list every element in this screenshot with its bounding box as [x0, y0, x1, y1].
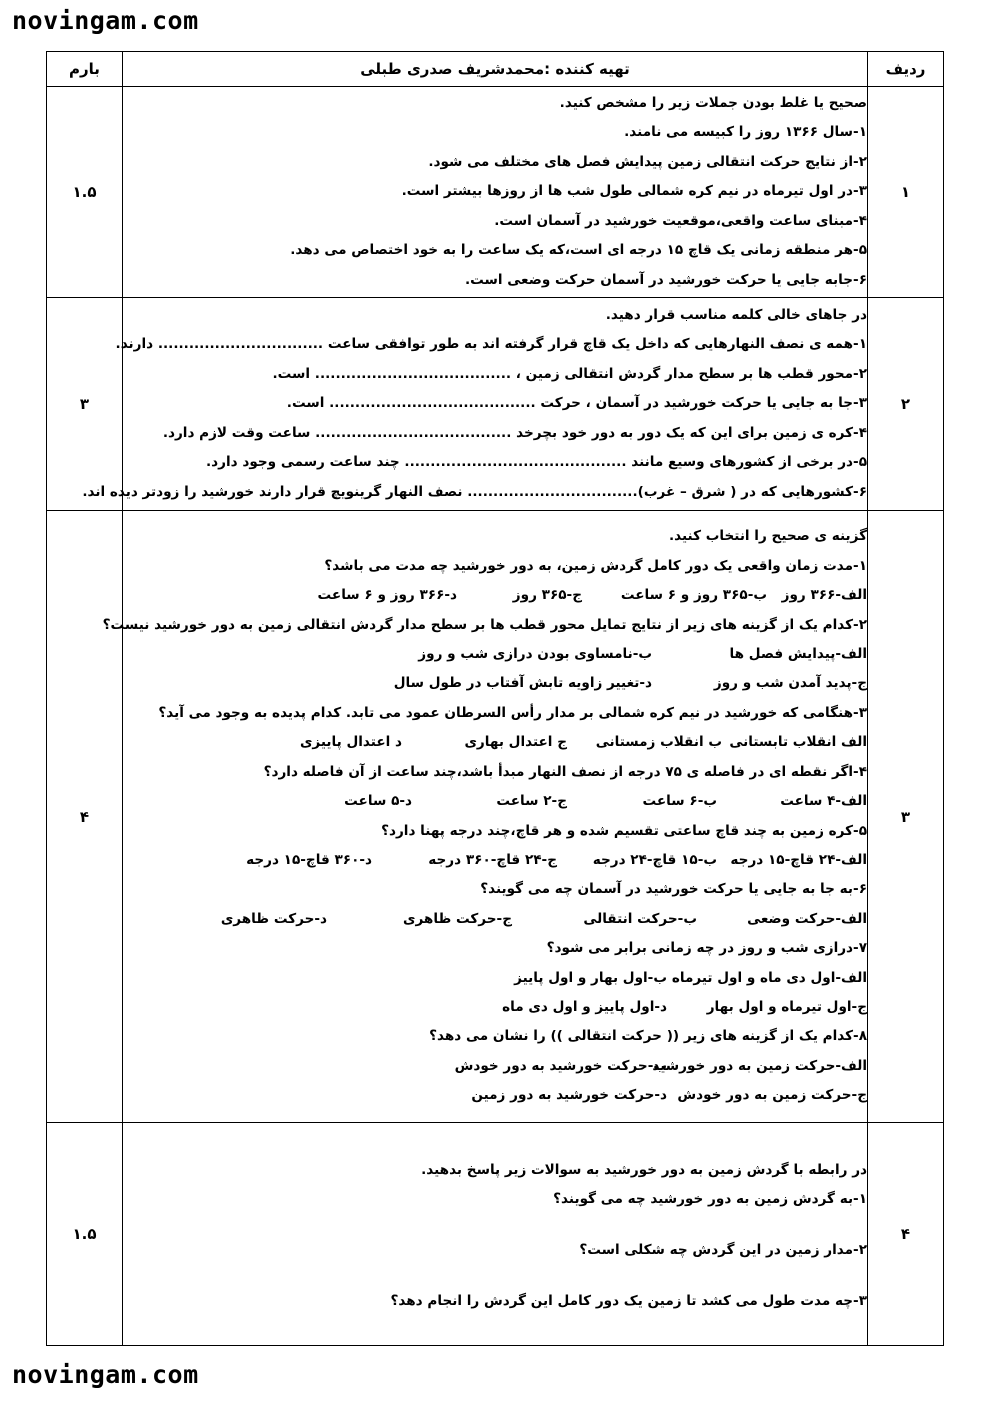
question-1-number: ۱ — [868, 87, 944, 298]
question-4-row — [47, 1123, 944, 1346]
question-2-row — [47, 298, 944, 511]
question-1-title: صحیح یا غلط بودن جملات زیر را مشخص کنید. — [559, 95, 867, 112]
question-2-item: ۱-همه ی نصف النهارهایی که داخل یک قاچ قرار گرفته اند به طور توافقی ساعت ................................ دارند. — [115, 336, 867, 353]
option: ج-۳۶۵ روز — [512, 587, 582, 604]
option: د-حرکت خورشید به دور زمین — [471, 1087, 667, 1104]
question-1-item: ۴-مبنای ساعت واقعی،موقعیت خورشید در آسمان است. — [494, 212, 867, 229]
question-2-content — [82, 298, 868, 511]
header-score: بارم — [47, 52, 123, 87]
option: ج-۲ ساعت — [496, 793, 567, 810]
option: د-۳۶۰ قاچ-۱۵ درجه — [246, 851, 372, 868]
option: ب-۳۶۵ روز و ۶ ساعت — [620, 587, 767, 604]
exam-table — [46, 51, 944, 1346]
question-1-item: ۶-جابه جایی یا حرکت خورشید در آسمان حرکت وضعی است. — [464, 271, 867, 288]
option: د-۳۶۶ روز و ۶ ساعت — [317, 587, 457, 604]
question-3-score: ۴ — [47, 511, 123, 1123]
question-3-4-text: ۴-اگر نقطه ای در فاصله ی ۷۵ درجه از نصف النهار مبدأ باشد،چند ساعت از آن فاصله دارد؟ — [263, 763, 867, 780]
option: الف انقلاب تابستانی — [729, 734, 867, 751]
question-3-1-text: ۱-مدت زمان واقعی یک دور کامل گردش زمین، به دور خورشید چه مدت می باشد؟ — [324, 557, 867, 574]
option: ب-۶ ساعت — [642, 793, 717, 810]
question-4-content — [123, 1123, 868, 1346]
header-row-number: ردیف — [868, 52, 944, 87]
question-3-5-text: ۵-کره زمین به چند قاچ ساعتی تقسیم شده و هر قاچ،چند درجه پهنا دارد؟ — [381, 822, 867, 839]
question-2-item: ۵-در برخی از کشورهای وسیع مانند ........................................... چند ساعت رسمی وجود دارد. — [206, 454, 867, 471]
question-3-2-text: ۲-کدام یک از گزینه های زیر از نتایج تمایل محور قطب ها بر سطح مدار گردش انتقالی زمین به دور خورشید نیست؟ — [102, 616, 867, 633]
option: الف-۳۶۶ روز — [781, 587, 867, 604]
option: د-اول پاییز و اول دی ماه — [502, 998, 667, 1015]
question-1-item: ۳-در اول تیرماه در نیم کره شمالی طول شب ها از روزها بیشتر است. — [401, 183, 867, 200]
option: الف-۴ ساعت — [780, 793, 867, 810]
question-4-number: ۴ — [868, 1123, 944, 1346]
question-1-item: ۵-هر منطقه زمانی یک قاچ ۱۵ درجه ای است،که یک ساعت را به خود اختصاص می دهد. — [290, 242, 867, 259]
question-1-content — [123, 87, 868, 298]
question-3-7-options-row2 — [123, 993, 867, 1022]
question-3-4-options — [123, 787, 867, 816]
question-3-8-options — [123, 1052, 867, 1081]
question-4-item: ۲-مدار زمین در این گردش چه شکلی است؟ — [579, 1242, 867, 1258]
question-3-5-options — [123, 846, 867, 875]
question-3-number: ۳ — [868, 511, 944, 1123]
option: ب انقلاب زمستانی — [595, 734, 722, 751]
question-1-item: ۱-سال ۱۳۶۶ روز را کبیسه می نامند. — [624, 124, 867, 141]
option: الف-حرکت وضعی — [747, 910, 867, 927]
option: ب-حرکت انتقالی — [583, 910, 697, 927]
option: ج-اول تیرماه و اول بهار — [706, 998, 867, 1015]
option: الف-اول دی ماه و اول تیرماه — [671, 969, 867, 986]
question-2-item: ۳-جا به جایی یا حرکت خورشید در آسمان ، حرکت ........................................ است. — [286, 395, 867, 412]
option: ج-۲۴ قاچ-۳۶۰ درجه — [428, 851, 557, 868]
question-3-7-text: ۷-درازی شب و روز در چه زمانی برابر می شود؟ — [546, 940, 867, 957]
question-3-6-text: ۶-به جا به جایی یا حرکت خورشید در آسمان چه می گویند؟ — [480, 881, 867, 898]
question-1-row — [47, 87, 944, 298]
question-3-title: گزینه ی صحیح را انتخاب کنید. — [668, 528, 867, 545]
option: الف-حرکت زمین به دور خورشید — [652, 1057, 867, 1074]
question-3-7-options — [123, 964, 867, 993]
question-3-content — [102, 511, 868, 1123]
question-4-title: در رابطه با گردش زمین به دور خورشید به سوالات زیر پاسخ بدهید. — [421, 1162, 867, 1178]
option: د-۵ ساعت — [344, 793, 412, 810]
question-2-score: ۳ — [47, 298, 123, 511]
question-3-2-options — [123, 640, 867, 669]
question-2-title: در جاهای خالی کلمه مناسب قرار دهید. — [605, 307, 867, 324]
question-2-number: ۲ — [868, 298, 944, 511]
option: الف-۲۴ قاچ-۱۵ درجه — [730, 851, 867, 868]
question-2-item: ۶-کشورهایی که در ( شرق – غرب)................................. نصف النهار گرینویچ قرار دارند خورشید را زودتر دیده اند. — [82, 483, 867, 500]
question-3-3-text: ۳-هنگامی که خورشید در نیم کره شمالی بر مدار رأس السرطان عمود می تابد. کدام پدیده به وجود می آید؟ — [158, 704, 867, 721]
option: ج-پدید آمدن شب و روز — [713, 675, 867, 692]
question-3-8-options-row2 — [123, 1081, 867, 1110]
option: د-حرکت ظاهری — [220, 910, 327, 927]
header-row — [47, 52, 944, 87]
option: ب-حرکت خورشید به دور خودش — [454, 1057, 667, 1074]
option: د-تغییر زاویه تابش آفتاب در طول سال — [393, 675, 652, 692]
question-3-2-options-row2 — [123, 669, 867, 698]
question-3-3-options — [123, 728, 867, 757]
option: ب-اول بهار و اول پاییز — [514, 969, 667, 986]
header-title: تهیه کننده :محمدشریف صدری طبلی — [123, 52, 868, 87]
question-3-1-options — [123, 581, 867, 610]
site-watermark-bottom: novingam.com — [12, 1360, 199, 1389]
question-2-item: ۴-کره ی زمین برای این که یک دور به دور خود بچرخد ...................................... ساعت وقت لازم دارد. — [162, 424, 867, 441]
option: ب-۱۵ قاچ-۲۴ درجه — [592, 851, 717, 868]
option: ج-حرکت ظاهری — [403, 910, 512, 927]
question-3-6-options — [123, 905, 867, 934]
site-watermark-top: novingam.com — [12, 6, 199, 35]
question-1-score: ۱.۵ — [47, 87, 123, 298]
option: ب-نامساوی بودن درازی شب و روز — [418, 646, 652, 663]
option: د اعتدال پاییزی — [299, 734, 402, 751]
question-3-row — [47, 511, 944, 1123]
question-4-item: ۱-به گردش زمین به دور خورشید چه می گویند؟ — [553, 1191, 867, 1207]
option: ج-حرکت زمین به دور خودش — [677, 1087, 867, 1104]
question-1-item: ۲-از نتایج حرکت انتقالی زمین پیدایش فصل های مختلف می شود. — [428, 153, 867, 170]
question-4-item: ۳-چه مدت طول می کشد تا زمین یک دور کامل این گردش را انجام دهد؟ — [390, 1293, 867, 1309]
question-3-8-text: ۸-کدام یک از گزینه های زیر (( حرکت انتقالی )) را نشان می دهد؟ — [429, 1028, 867, 1045]
question-4-score: ۱.۵ — [47, 1123, 123, 1346]
option: ج اعتدال بهاری — [464, 734, 567, 751]
question-2-item: ۲-محور قطب ها بر سطح مدار گردش انتقالی زمین ، ...................................... است. — [272, 365, 867, 382]
option: الف-پیدایش فصل ها — [729, 646, 867, 663]
